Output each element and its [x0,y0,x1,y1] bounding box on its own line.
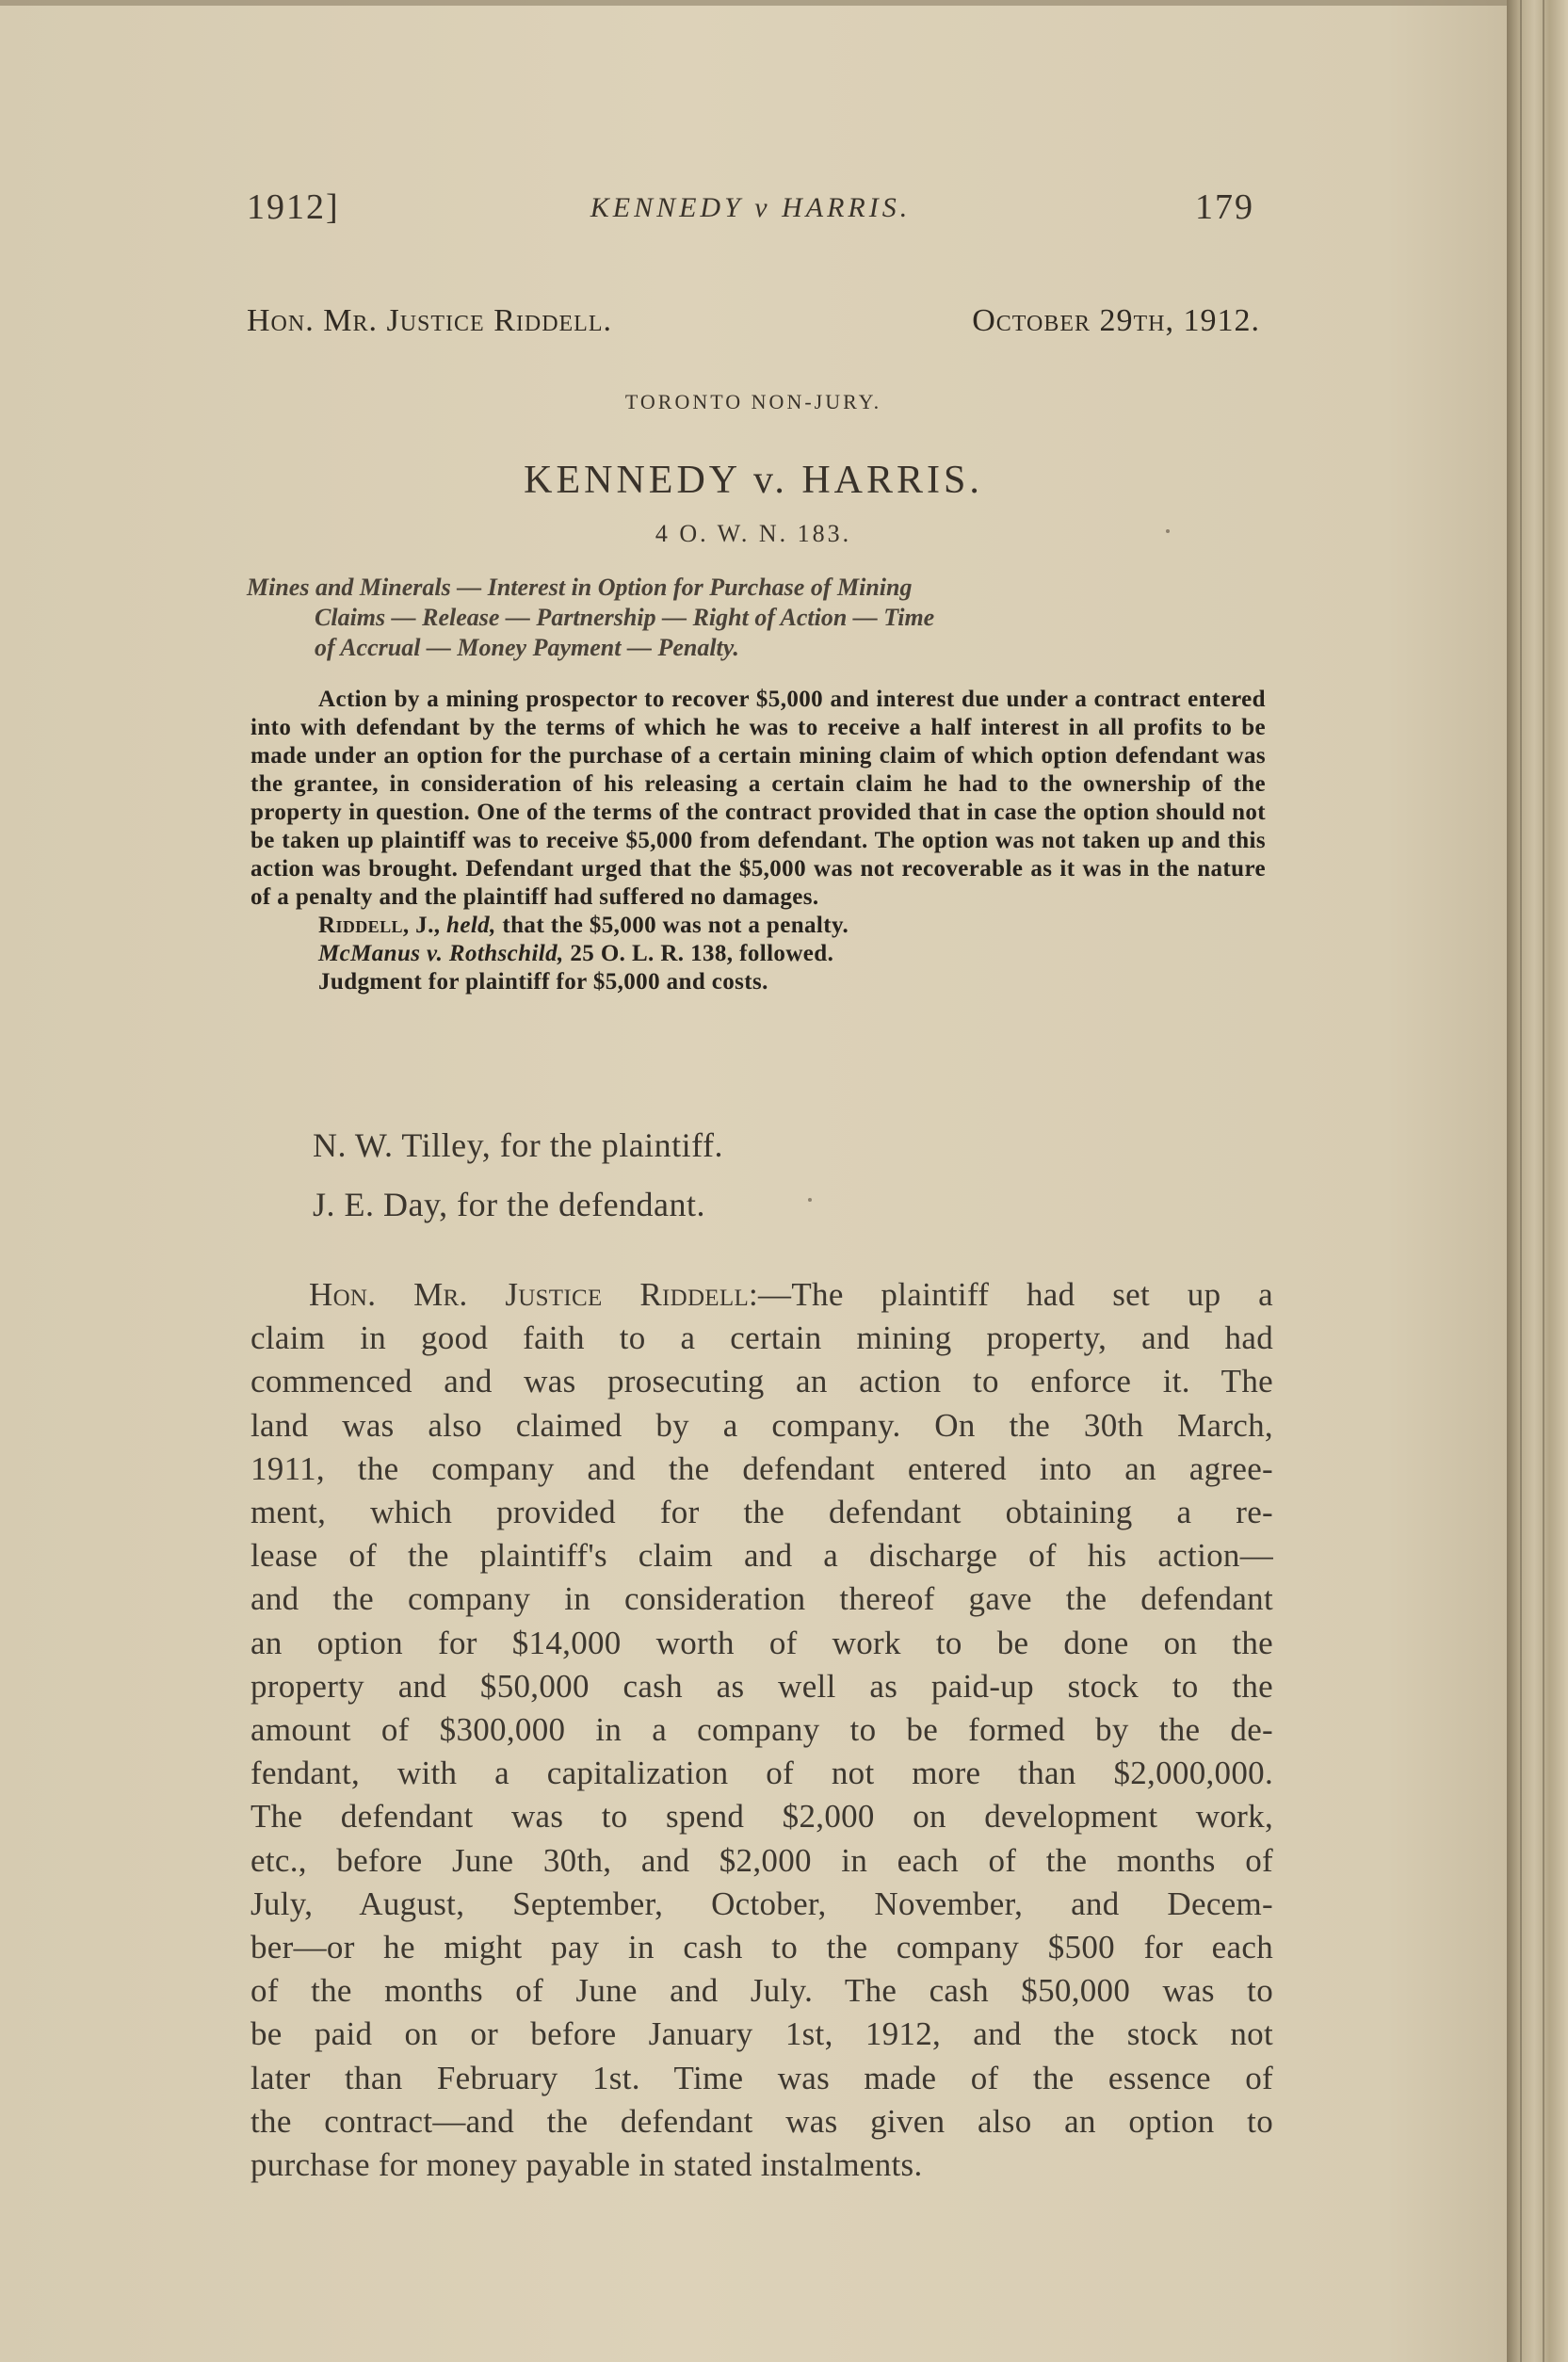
judgment-line: the contract—and the defendant was given also an option to [251,2102,1273,2140]
case-title: KENNEDY v. HARRIS. [524,459,983,502]
running-head-year: 1912] [247,187,340,227]
judgment-line: later than February 1st. Time was made of the essence of [251,2059,1273,2096]
headnote [251,686,1266,996]
judgment-line: lease of the plaintiff's claim and a discharge of his action— [251,1537,1273,1575]
headnote-holding [251,912,1266,940]
judgment-body [251,1273,1273,2187]
judgment-line: commenced and was prosecuting an action to enforce it. The [251,1363,1273,1400]
judgment-line: ber—or he might pay in cash to the company $500 for each [251,1929,1273,1966]
page-top-shadow [0,0,1507,6]
judgment-line: 1911, the company and the defendant entered into an agree- [251,1449,1273,1487]
judgment-line: July, August, September, October, November, and Decem- [251,1885,1273,1922]
catchwords-line: of Accrual — Money Payment — Penalty. [315,634,739,661]
decision-date: October 29th, 1912. [972,303,1260,338]
judgment-line: fendant, with a capitalization of not more than $2,000,000. [251,1755,1273,1792]
book-edge-line [1520,0,1522,2362]
running-head-title: KENNEDY v HARRIS. [590,192,912,223]
catchwords-line: Claims — Release — Partnership — Right of Action — Time [315,604,935,631]
judgment-line: The defendant was to spend $2,000 on development work, [251,1798,1273,1836]
holding-text: that the $5,000 was not a penalty. [502,913,849,938]
headnote-case-cited [251,940,1266,968]
paper-speck [808,1198,812,1202]
case-citation: 4 O. W. N. 183. [655,520,852,547]
judgment-line: purchase for money payable in stated instalments. [251,2146,923,2184]
headnote-judgment: Judgment for plaintiff for $5,000 and costs. [318,969,768,995]
counsel-defendant: J. E. Day, for the defendant. [313,1186,706,1223]
holding-judge: Riddell, J., [318,913,441,938]
judgment-line: and the company in consideration thereof gave the defendant [251,1580,1273,1618]
case-cited-rest: 25 O. L. R. 138, followed. [570,941,834,966]
judgment-line: be paid on or before January 1st, 1912, and the stock not [251,2015,1273,2053]
catchwords-line: Mines and Minerals — Interest in Option for Purchase of Mining [247,574,913,601]
court-name: TORONTO NON-JURY. [624,390,882,413]
counsel-plaintiff: N. W. Tilley, for the plaintiff. [313,1126,724,1164]
judgment-line: an option for $14,000 worth of work to be done on the [251,1624,1273,1661]
book-edge-line [1543,0,1544,2362]
judgment-line-text: :—The plaintiff had set up a [749,1276,1273,1313]
judgment-speaker: Hon. Mr. Justice Riddell [309,1276,750,1313]
book-edge [1507,0,1568,2362]
judge-name: Hon. Mr. Justice Riddell. [247,303,613,338]
holding-word: held, [446,913,496,938]
judgment-line: ment, which provided for the defendant obtaining a re- [251,1494,1273,1531]
judgment-line: etc., before June 30th, and $2,000 in each of the months of [251,1841,1273,1879]
judgment-line [251,1273,1273,1317]
page-number: 179 [1195,187,1254,227]
case-cited-name: McManus v. Rothschild, [318,941,564,966]
judgment-line: land was also claimed by a company. On the 30th March, [251,1406,1273,1444]
paper-speck [1166,529,1170,533]
judgment-line: amount of $300,000 in a company to be formed by the de- [251,1711,1273,1749]
judgment-line: property and $50,000 cash as well as paid-up stock to the [251,1667,1273,1705]
judgment-line: of the months of June and July. The cash $50,000 was to [251,1972,1273,2010]
headnote-summary: Action by a mining prospector to recover $5,000 and interest due under a contract entered into with defendant by the terms of which he was to receive a half interest in all profits to be made under an option for the purchase of a certain mining claim of which option defendant was the grantee, in consideration of his releasing a certain claim he had to the ownership of the property in question. One of the terms of the contract provided that in case the option should not be taken up plaintiff was to receive $5,000 from defendant. The option was not taken up and this action was brought. Defendant urged that the $5,000 was not recoverable as it was in the nature of a penalty and the plaintiff had suffered no damages. [251,687,1266,910]
catchwords [247,573,1266,663]
judgment-line: claim in good faith to a certain mining property, and had [251,1319,1273,1357]
